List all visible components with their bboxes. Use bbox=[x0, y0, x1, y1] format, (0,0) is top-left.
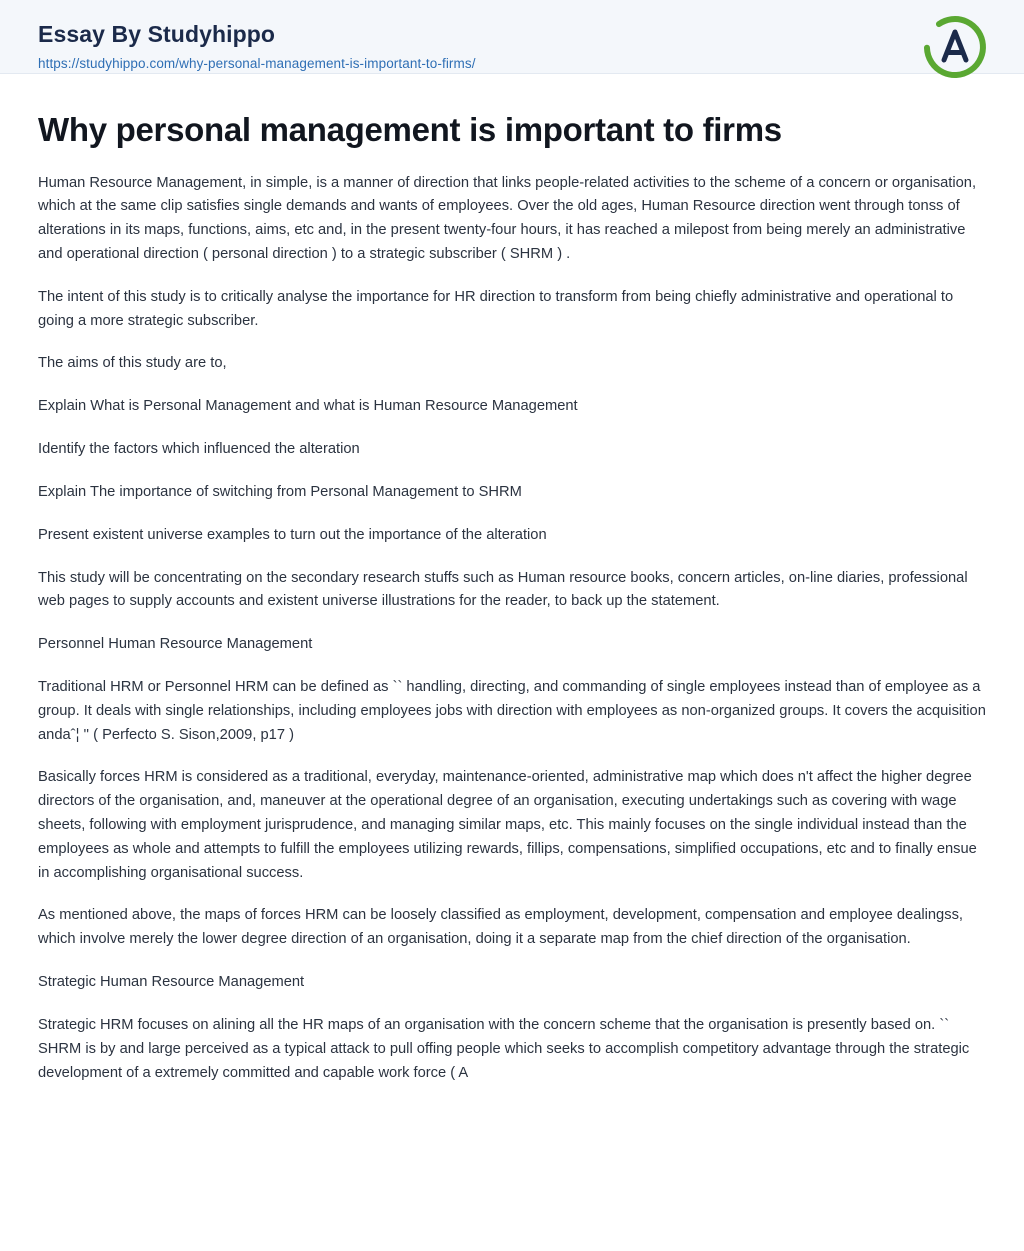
article-url-link[interactable]: https://studyhippo.com/why-personal-management-is-important-to-firms/ bbox=[38, 56, 476, 72]
page-title: Why personal management is important to firms bbox=[38, 111, 782, 148]
article-paragraph: Traditional HRM or Personnel HRM can be defined as `` handling, directing, and commanding of single employees instead than of employee as a group. It deals with single relationships, including employees jobs with direction with employees as non-organized groups. It covers the acquisition andaˆ¦ '' ( Perfecto S. Sison,2009, p17 ) bbox=[38, 678, 986, 743]
article-paragraph: Present existent universe examples to turn out the importance of the alteration bbox=[38, 526, 547, 543]
letter-a-circle-logo-icon bbox=[922, 14, 988, 80]
article-paragraph: Personnel Human Resource Management bbox=[38, 636, 313, 653]
page-bottom-spacer bbox=[38, 1104, 986, 1144]
article-paragraph: Explain What is Personal Management and what is Human Resource Management bbox=[38, 398, 578, 415]
article-paragraph: This study will be concentrating on the secondary research stuffs such as Human resource books, concern articles, on-line diaries, professional web pages to supply accounts and existent universe illustrations for the reader, to back up the statement. bbox=[38, 569, 968, 610]
article-paragraph: Strategic HRM focuses on alining all the HR maps of an organisation with the concern scheme that the organisation is presently based on. `` SHRM is by and large perceived as a typical attack to pull offing people which seeks to accomplish competitory advantage through the strategic development of a extremely committed and capable work force ( A bbox=[38, 1016, 970, 1081]
article-paragraph: Basically forces HRM is considered as a traditional, everyday, maintenance-oriented, administrative map which does n't affect the higher degree directors of the organisation, and, maneuver at the operational degree of an organisation, executing undertakings such as covering with wage sheets, following with employment jurisprudence, and managing similar maps, etc. This mainly focuses on the single individual instead than the employees as whole and attempts to fulfill the employees utilizing rewards, fillips, compensations, simplified occupations, etc and to finally ensue in accomplishing organisational success. bbox=[38, 769, 977, 881]
article-paragraph: Identify the factors which influenced the alteration bbox=[38, 441, 360, 458]
article-paragraph: Explain The importance of switching from Personal Management to SHRM bbox=[38, 483, 522, 500]
article-paragraph: Human Resource Management, in simple, is a manner of direction that links people-related activities to the scheme of a concern or organisation, which at the same clip satisfies single demands and wants of employees. Over the old ages, Human Resource direction went through tonss of alterations in its maps, functions, aims, etc and, in the present twenty-four hours, it has reached a milepost from being merely an administrative and operational direction ( personal direction ) to a strategic subscriber ( SHRM ) . bbox=[38, 174, 977, 263]
article-body bbox=[0, 74, 1024, 1180]
site-header bbox=[0, 0, 1024, 74]
site-brand: Essay By Studyhippo bbox=[38, 21, 276, 47]
article-paragraph: The aims of this study are to, bbox=[38, 355, 227, 372]
article-paragraph: Strategic Human Resource Management bbox=[38, 974, 305, 991]
article-paragraph: The intent of this study is to critically analyse the importance for HR direction to transform from being chiefly administrative and operational to going a more strategic subscriber. bbox=[38, 288, 954, 329]
article-paragraph: As mentioned above, the maps of forces HRM can be loosely classified as employment, development, compensation and employee dealingss, which involve merely the lower degree direction of an organisation, doing it a separate map from the chief direction of the organisation. bbox=[38, 907, 963, 948]
